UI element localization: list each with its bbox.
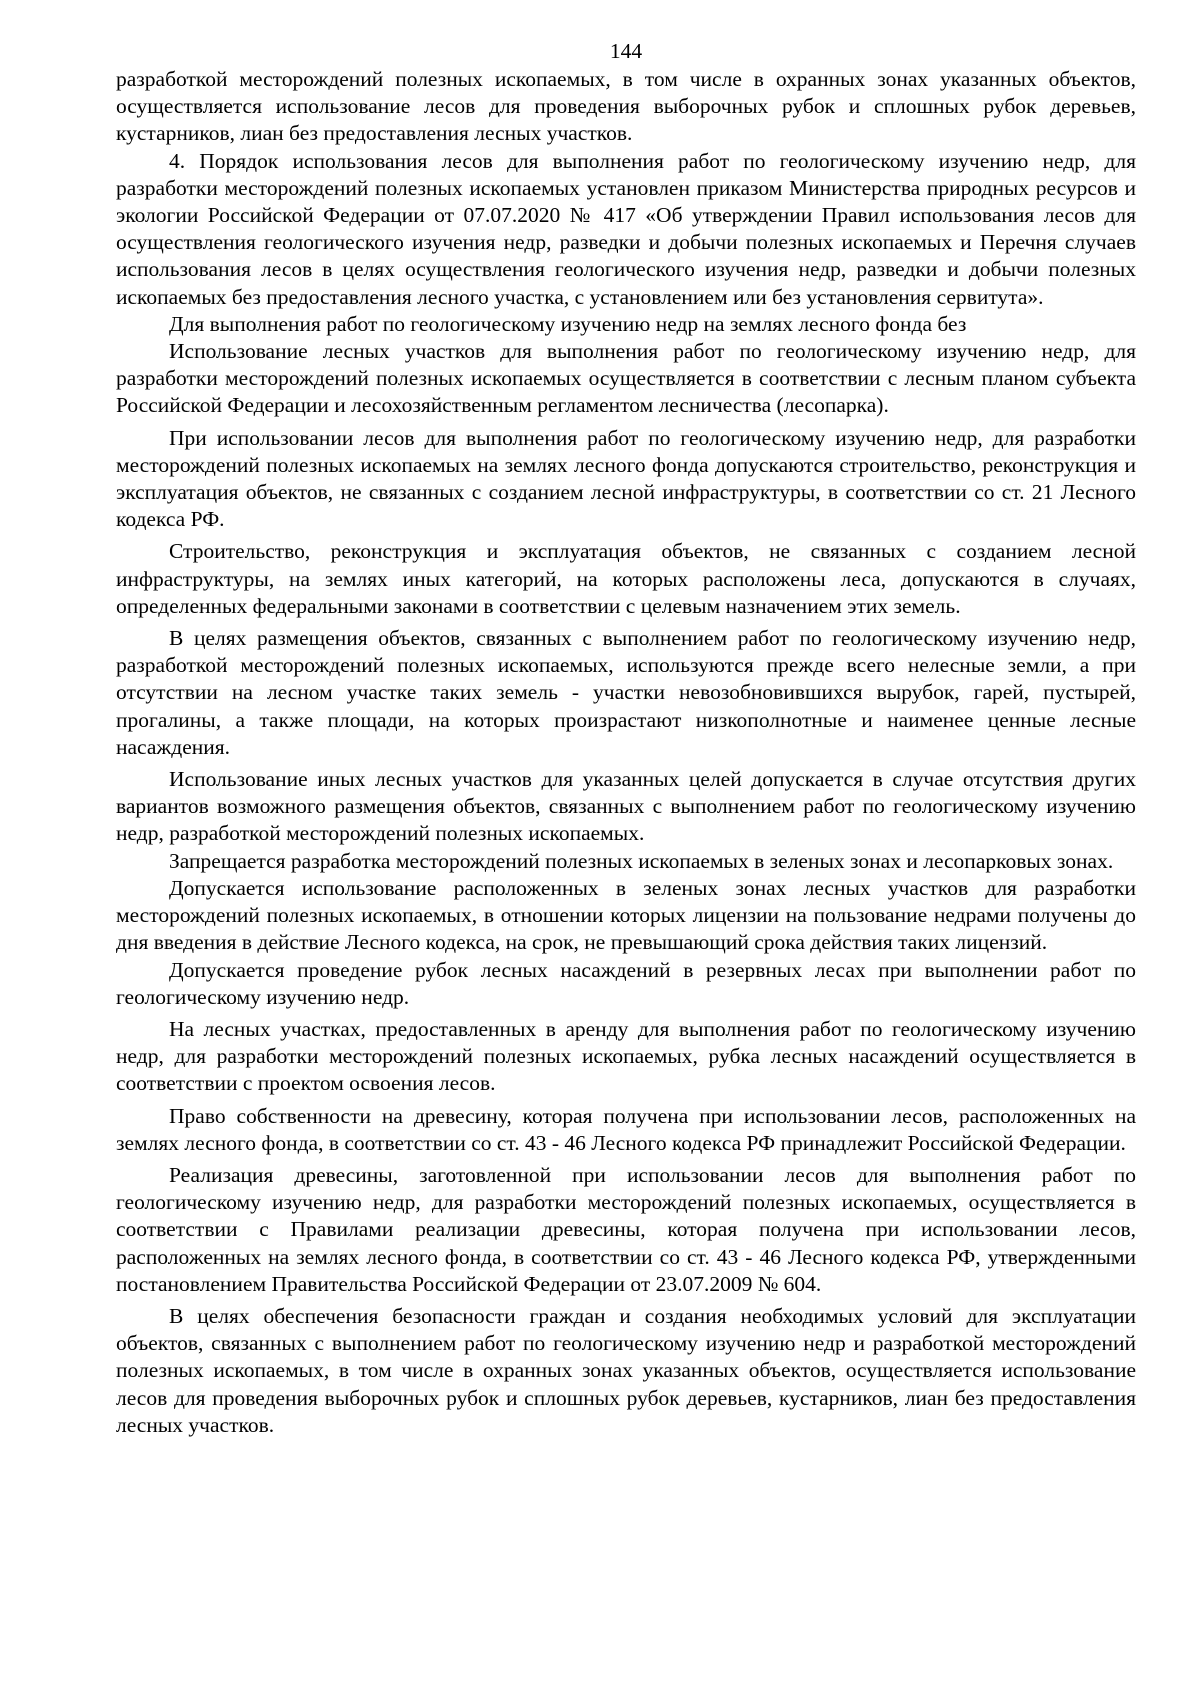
paragraph-ownership: Право собственности на древесину, которая получена при использовании лесов, расположенных на землях лесного фонда, в соответствии со ст. 43 - 46 Лесного кодекса РФ принадлежит Российской Федерации. bbox=[116, 1103, 1136, 1155]
paragraph-placement-priority: В целях размещения объектов, связанных с выполнением работ по геологическому изучению недр, разработкой месторождений полезных ископаемых, используются прежде всего нелесные земли, а при отсутствии на лесном участке таких земель - участки невозобновившихся вырубок, гарей, пустырей, прогалины, а также площади, на которых произрастают низкополнотные и наименее ценные лесные насаждения. bbox=[116, 626, 1136, 759]
paragraph-reserve-forests: Допускается проведение рубок лесных насаждений в резервных лесах при выполнении работ по геологическому изучению недр. bbox=[116, 957, 1136, 1009]
paragraph-other-plots: Использование иных лесных участков для указанных целей допускается в случае отсутствия других вариантов возможного размещения объектов, связанных с выполнением работ по геологическому изучению недр, разработкой месторождений полезных ископаемых. bbox=[116, 767, 1136, 846]
paragraph-forest-plan: Использование лесных участков для выполнения работ по геологическому изучению недр, для разработки месторождений полезных ископаемых осуществляется в соответствии с лесным планом субъекта Российской Федерации и лесохозяйственным регламентом лесничества (лесопарка). bbox=[116, 339, 1136, 418]
document-page bbox=[116, 38, 1136, 1439]
paragraph-continuation: разработкой месторождений полезных ископаемых, в том числе в охранных зонах указанных объектов, осуществляется использование лесов для проведения выборочных рубок и сплошных рубок деревьев, кустарников, лиан без предоставления лесных участков. bbox=[116, 67, 1136, 146]
paragraph-wood-sale: Реализация древесины, заготовленной при использовании лесов для выполнения работ по геологическому изучению недр, для разработки месторождений полезных ископаемых, осуществляется в соответствии с Правилами реализации древесины, которая получена при использовании лесов, расположенных на землях лесного фонда, в соответствии со ст. 43 - 46 Лесного кодекса РФ, утвержденными постановлением Правительства Российской Федерации от 23.07.2009 № 604. bbox=[116, 1162, 1136, 1296]
paragraph-construction-allowed: При использовании лесов для выполнения работ по геологическому изучению недр, для разработки месторождений полезных ископаемых на землях лесного фонда допускаются строительство, реконструкция и эксплуатация объектов, не связанных с созданием лесной инфраструктуры, в соответствии со ст. 21 Лесного кодекса РФ. bbox=[116, 425, 1136, 532]
page-number: 144 bbox=[609, 39, 643, 63]
paragraph-green-zones: Допускается использование расположенных в зеленых зонах лесных участков для разработки месторождений полезных ископаемых, в отношении которых лицензии на пользование недрами получены до дня введения в действие Лесного кодекса, на срок, не превышающий срока действия таких лицензий. bbox=[116, 875, 1136, 955]
paragraph-safety: В целях обеспечения безопасности граждан и создания необходимых условий для эксплуатации объектов, связанных с выполнением работ по геологическому изучению недр и разработкой месторождений полезных ископаемых, в том числе в охранных зонах указанных объектов, осуществляется использование лесов для проведения выборочных рубок и сплошных рубок деревьев, кустарников, лиан без предоставления лесных участков. bbox=[116, 1303, 1136, 1437]
paragraph-incomplete-sentence: Для выполнения работ по геологическому изучению недр на землях лесного фонда без bbox=[169, 311, 967, 336]
paragraph-leased-plots: На лесных участках, предоставленных в аренду для выполнения работ по геологическому изучению недр, для разработки месторождений полезных ископаемых, рубка лесных насаждений осуществляется в соответствии с проектом освоения лесов. bbox=[116, 1016, 1136, 1096]
paragraph-other-categories: Строительство, реконструкция и эксплуатация объектов, не связанных с созданием лесной инфраструктуры, на землях иных категорий, на которых расположены леса, допускаются в случаях, определенных федеральными законами в соответствии с целевым назначением этих земель. bbox=[116, 539, 1136, 618]
paragraph-prohibition: Запрещается разработка месторождений полезных ископаемых в зеленых зонах и лесопарковых зонах. bbox=[169, 848, 1114, 873]
paragraph-item-4: 4. Порядок использования лесов для выполнения работ по геологическому изучению недр, для разработки месторождений полезных ископаемых установлен приказом Министерства природных ресурсов и экологии Российской Федерации от 07.07.2020 № 417 «Об утверждении Правил использования лесов для осуществления геологического изучения недр, разведки и добычи полезных ископаемых и Перечня случаев использования лесов в целях осуществления геологического изучения недр, разведки и добычи полезных ископаемых без предоставления лесного участка, с установлением или без установления сервитута». bbox=[116, 148, 1136, 309]
